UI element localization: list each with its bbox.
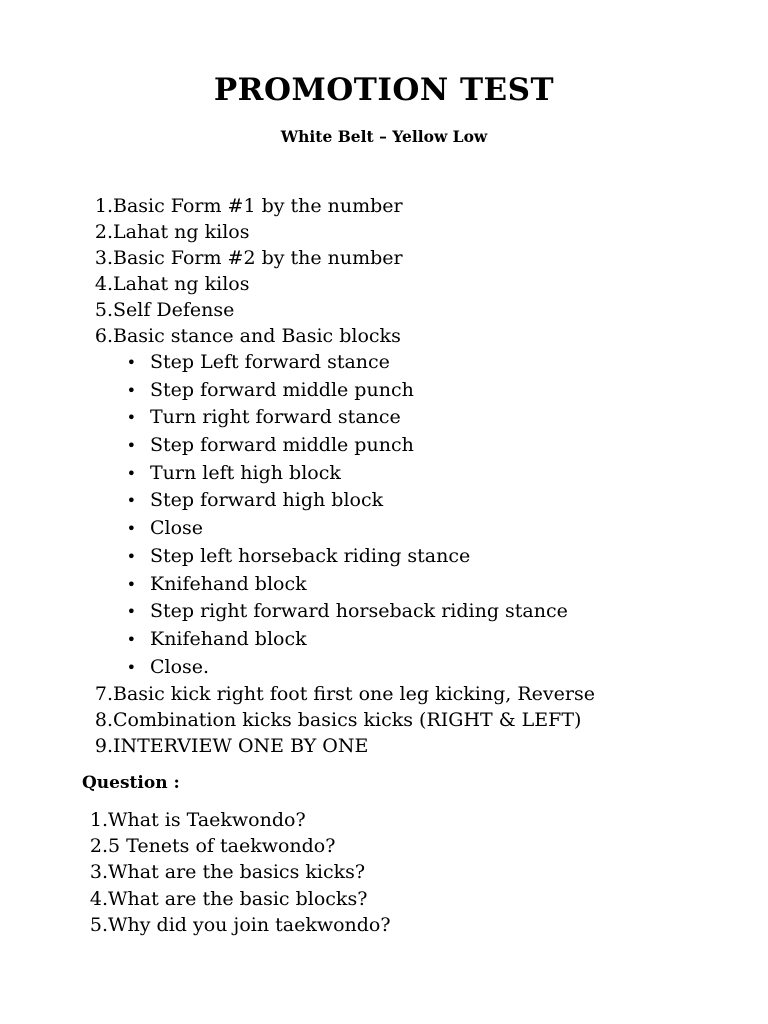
item-text: Basic Form #2 by the number <box>113 247 403 269</box>
question-text: Why did you join taekwondo? <box>108 913 391 936</box>
sub-list-item <box>88 377 595 405</box>
sub-list-item <box>88 571 595 599</box>
question-item <box>86 807 391 833</box>
page-subtitle: White Belt – Yellow Low <box>280 127 488 146</box>
question-number: 2. <box>89 835 108 858</box>
bullet-icon: • <box>126 380 136 400</box>
item-number: 4. <box>94 273 113 295</box>
item-text: Basic Form #1 by the number <box>113 195 403 217</box>
bullet-icon: • <box>126 519 136 539</box>
list-item <box>88 681 595 707</box>
list-item <box>88 245 595 271</box>
sub-item-text: Step left horseback riding stance <box>150 544 471 567</box>
item-number: 1. <box>94 195 113 217</box>
list-item <box>88 323 595 349</box>
item-text: Basic kick right foot first one leg kicking, Reverse <box>113 683 595 706</box>
item-number: 6. <box>94 325 113 347</box>
bullet-icon: • <box>126 408 136 428</box>
sub-item-text: Turn left high block <box>150 461 341 484</box>
page-title: PROMOTION TEST <box>213 72 555 108</box>
item-number: 8. <box>94 709 113 732</box>
sub-list-item <box>88 487 595 515</box>
question-item <box>86 833 391 859</box>
bullet-icon: • <box>126 491 136 511</box>
sub-list-item <box>88 654 595 682</box>
sub-item-text: Step right forward horseback riding stance <box>150 600 568 623</box>
list-item <box>88 297 595 323</box>
sub-item-text: Step Left forward stance <box>150 351 390 373</box>
question-text: What is Taekwondo? <box>108 809 306 831</box>
question-text: What are the basics kicks? <box>108 861 366 884</box>
question-item <box>86 859 391 885</box>
sub-list-item <box>88 515 595 543</box>
sub-list-item <box>88 598 595 626</box>
sub-item-text: Close. <box>150 655 210 678</box>
sub-list-container <box>88 349 595 681</box>
bullet-icon: • <box>126 353 136 372</box>
item-number: 9. <box>94 735 113 758</box>
sub-list-item <box>88 543 595 571</box>
item-text: Basic stance and Basic blocks <box>113 325 401 347</box>
question-heading: Question : <box>82 773 180 793</box>
sub-item-text: Knifehand block <box>150 572 307 595</box>
questions-list <box>86 807 391 938</box>
test-items-list <box>88 193 595 759</box>
list-item <box>88 219 595 245</box>
sub-item-text: Close <box>150 517 204 540</box>
sub-item-text: Turn right forward stance <box>150 406 401 429</box>
list-item <box>88 733 595 759</box>
item-number: 2. <box>94 221 113 243</box>
question-item <box>86 912 391 938</box>
stance-steps-list <box>88 349 595 681</box>
sub-list-item <box>88 460 595 488</box>
bullet-icon: • <box>126 629 136 649</box>
item-number: 7. <box>94 683 113 706</box>
sub-item-text: Knifehand block <box>150 627 307 650</box>
question-number: 3. <box>89 861 108 884</box>
bullet-icon: • <box>126 602 136 622</box>
list-item <box>88 707 595 733</box>
bullet-icon: • <box>126 436 136 456</box>
question-item <box>86 886 391 912</box>
sub-list-item <box>88 626 595 654</box>
item-text: INTERVIEW ONE BY ONE <box>113 735 369 758</box>
question-number: 1. <box>89 809 108 831</box>
bullet-icon: • <box>126 463 136 483</box>
item-text: Self Defense <box>113 299 235 321</box>
sub-item-text: Step forward middle punch <box>150 378 414 401</box>
bullet-icon: • <box>126 574 136 594</box>
question-number: 4. <box>89 887 108 910</box>
bullet-icon: • <box>126 546 136 566</box>
question-text: What are the basic blocks? <box>108 887 368 910</box>
sub-item-text: Step forward high block <box>150 489 384 512</box>
sub-list-item <box>88 404 595 432</box>
item-text: Lahat ng kilos <box>113 221 250 243</box>
item-number: 3. <box>94 247 113 269</box>
sub-item-text: Step forward middle punch <box>150 434 414 457</box>
bullet-icon: • <box>126 657 136 677</box>
sub-list-item <box>88 349 595 377</box>
item-text: Combination kicks basics kicks (RIGHT & LEFT) <box>113 709 582 732</box>
question-text: 5 Tenets of taekwondo? <box>108 835 336 858</box>
item-text: Lahat ng kilos <box>113 273 250 295</box>
list-item <box>88 271 595 297</box>
question-number: 5. <box>89 913 108 936</box>
list-item <box>88 193 595 219</box>
sub-list-item <box>88 432 595 460</box>
item-number: 5. <box>94 299 113 321</box>
